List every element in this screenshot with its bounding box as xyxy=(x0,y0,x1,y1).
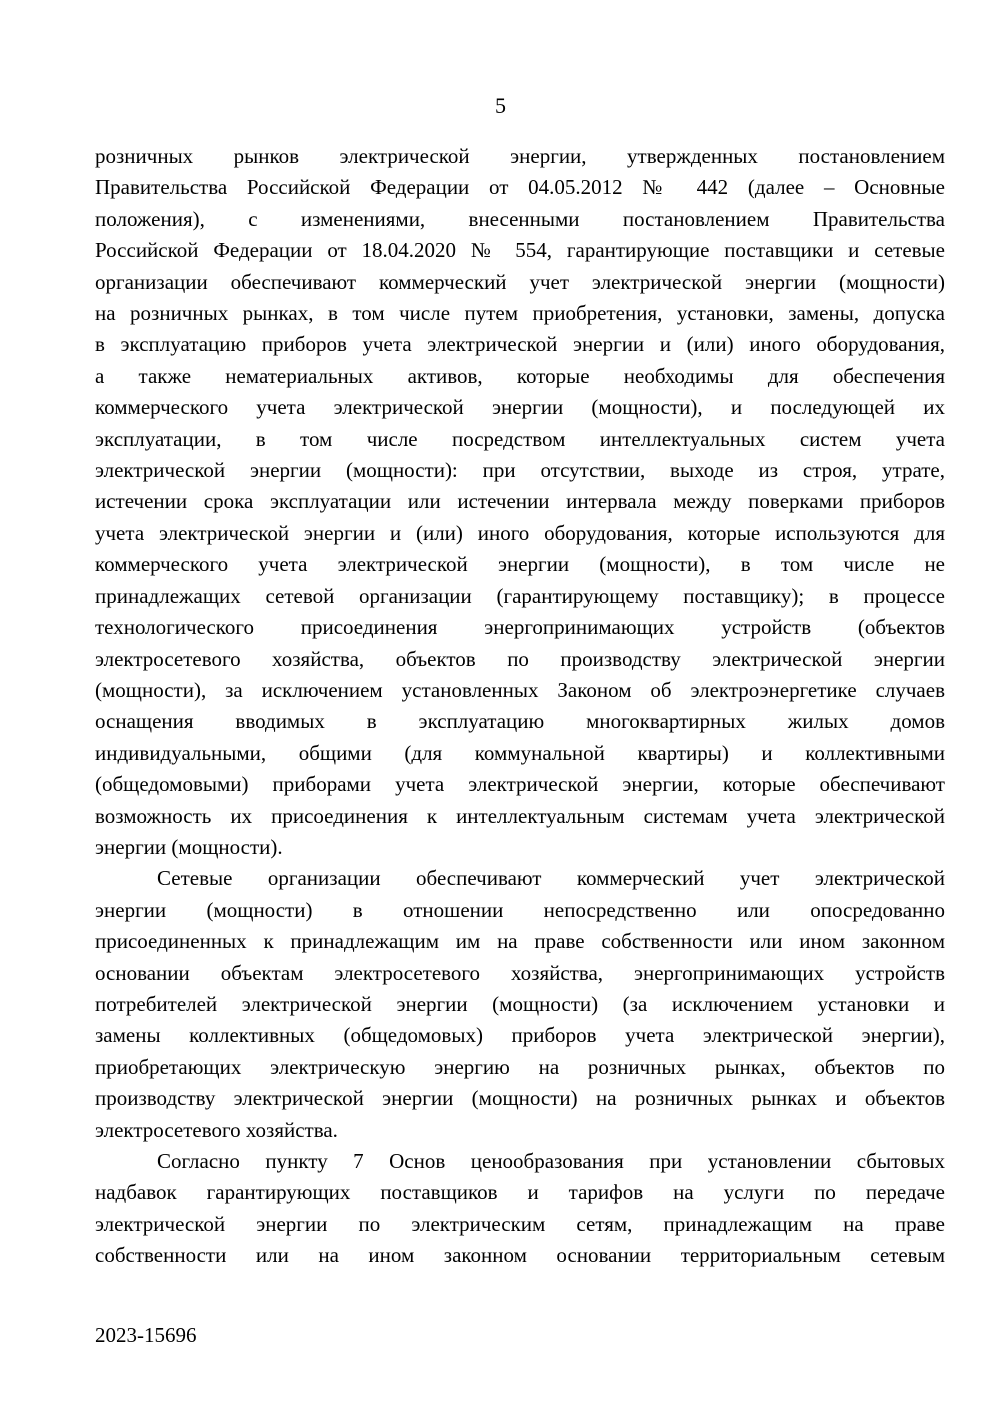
text-line: Российской Федерации от 18.04.2020 № 554, гарантирующие поставщики и сетевые xyxy=(95,238,945,263)
text-line: энергии (мощности). xyxy=(95,834,283,859)
paragraph xyxy=(95,141,945,863)
text-line: истечении срока эксплуатации или истечении интервала между поверками приборов xyxy=(95,489,945,514)
text-line: коммерческого учета электрической энергии (мощности), и последующей их xyxy=(95,395,945,420)
text-line: приобретающих электрическую энергию на розничных рынках, объектов по xyxy=(95,1054,945,1079)
text-line: индивидуальными, общими (для коммунальной квартиры) и коллективными xyxy=(95,740,945,765)
text-line: собственности или на ином законном основании территориальным сетевым xyxy=(95,1243,945,1268)
text-line: возможность их присоединения к интеллектуальным системам учета электрической xyxy=(95,803,945,828)
text-line: Правительства Российской Федерации от 04.05.2012 № 442 (далее – Основные xyxy=(95,175,945,200)
text-line: замены коллективных (общедомовых) приборов учета электрической энергии), xyxy=(95,1023,945,1048)
text-line: (общедомовыми) приборами учета электрической энергии, которые обеспечивают xyxy=(95,772,945,797)
text-line: энергии (мощности) в отношении непосредственно или опосредованно xyxy=(95,897,945,922)
paragraph xyxy=(95,863,945,1146)
document-footer-code: 2023-15696 xyxy=(95,1323,197,1347)
text-line: в эксплуатацию приборов учета электрической энергии и (или) иного оборудования, xyxy=(95,332,945,357)
text-line: (мощности), за исключением установленных Законом об электроэнергетике случаев xyxy=(95,677,945,702)
text-line: коммерческого учета электрической энергии (мощности), в том числе не xyxy=(95,552,945,577)
text-line: розничных рынков электрической энергии, утвержденных постановлением xyxy=(95,144,945,168)
text-line: Сетевые организации обеспечивают коммерческий учет электрической xyxy=(157,866,945,891)
text-line: на розничных рынках, в том числе путем приобретения, установки, замены, допуска xyxy=(95,301,945,326)
paragraph xyxy=(95,1146,945,1272)
text-line: эксплуатации, в том числе посредством интеллектуальных систем учета xyxy=(95,426,945,451)
page-number: 5 xyxy=(495,93,506,118)
text-line: а также нематериальных активов, которые необходимы для обеспечения xyxy=(95,363,945,388)
text-line: принадлежащих сетевой организации (гарантирующему поставщику); в процессе xyxy=(95,583,945,608)
text-line: учета электрической энергии и (или) иного оборудования, которые используются для xyxy=(95,520,945,545)
text-line: технологического присоединения энергопринимающих устройств (объектов xyxy=(95,615,945,640)
text-line: электросетевого хозяйства, объектов по производству электрической энергии xyxy=(95,646,945,671)
text-line: оснащения вводимых в эксплуатацию многоквартирных жилых домов xyxy=(95,709,945,734)
text-line: положения), с изменениями, внесенными постановлением Правительства xyxy=(95,206,945,231)
text-line: присоединенных к принадлежащим им на праве собственности или ином законном xyxy=(95,929,945,954)
text-line: организации обеспечивают коммерческий учет электрической энергии (мощности) xyxy=(95,269,945,294)
text-line: Согласно пункту 7 Основ ценообразования при установлении сбытовых xyxy=(157,1149,945,1173)
text-line: электрической энергии (мощности): при отсутствии, выходе из строя, утрате, xyxy=(95,458,945,483)
text-line: основании объектам электросетевого хозяйства, энергопринимающих устройств xyxy=(95,960,945,985)
text-line: надбавок гарантирующих поставщиков и тарифов на услуги по передаче xyxy=(95,1180,945,1205)
text-line: электрической энергии по электрическим сетям, принадлежащим на праве xyxy=(95,1211,945,1236)
text-line: производству электрической энергии (мощности) на розничных рынках и объектов xyxy=(95,1086,945,1111)
text-line: потребителей электрической энергии (мощности) (за исключением установки и xyxy=(95,991,945,1016)
document-body xyxy=(95,141,945,1272)
text-line: электросетевого хозяйства. xyxy=(95,1117,338,1142)
